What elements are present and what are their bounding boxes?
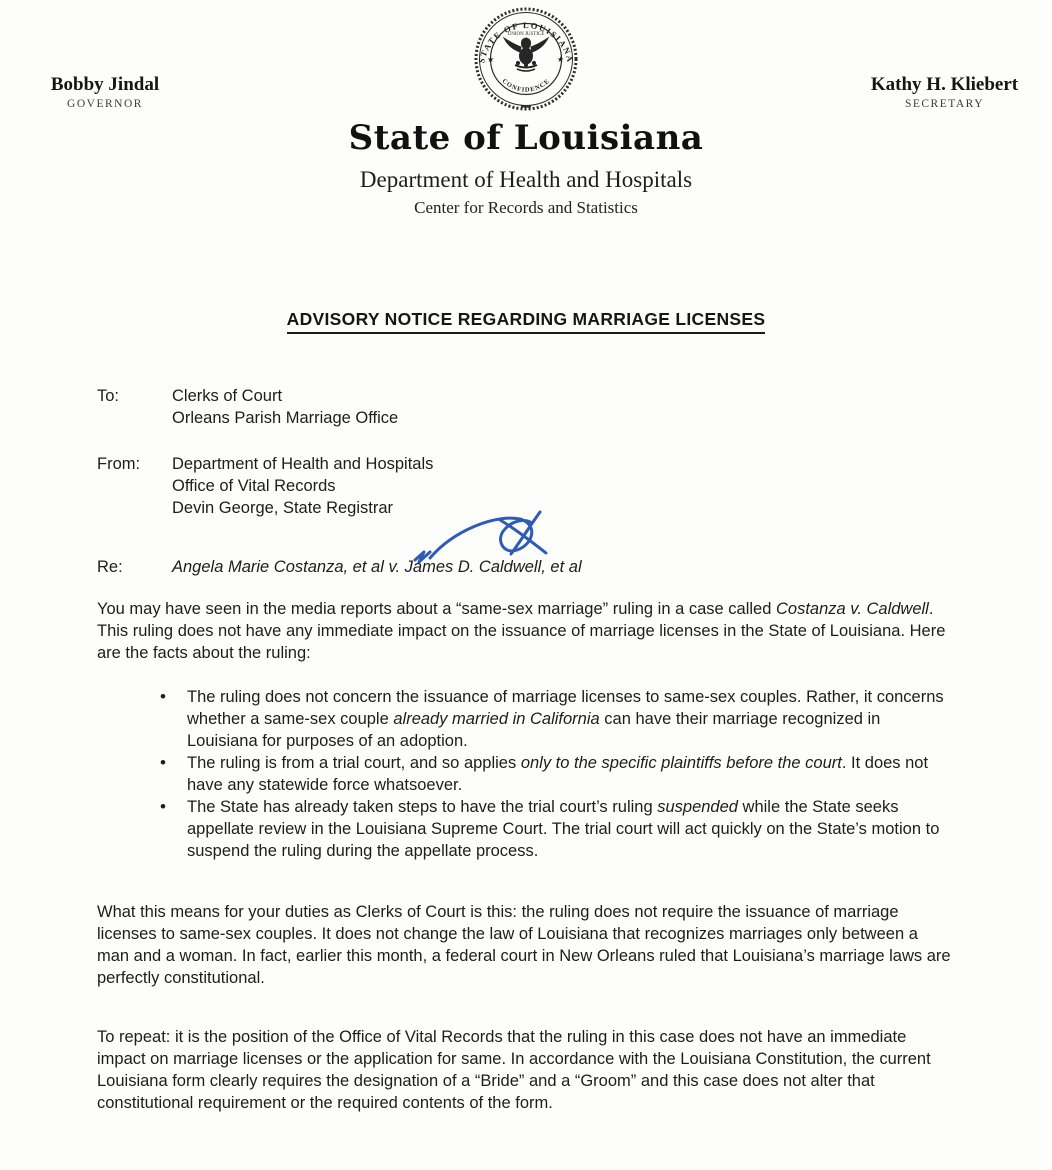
re-block xyxy=(97,556,953,578)
center-name: Center for Records and Statistics xyxy=(414,198,638,217)
seal-base-mark xyxy=(521,105,531,108)
svg-text:CONFIDENCE xyxy=(500,78,551,94)
masthead xyxy=(0,118,1052,218)
to-line: Clerks of Court xyxy=(172,387,283,405)
re-value: Angela Marie Costanza, et al v. James D. Caldwell, et al xyxy=(172,558,582,576)
from-label: From: xyxy=(97,455,141,473)
louisiana-state-seal-icon xyxy=(473,6,579,112)
seal-pelican-icon xyxy=(504,38,548,71)
secretary-name: Kathy H. Kliebert xyxy=(870,74,1019,95)
from-line: Office of Vital Records xyxy=(172,477,336,495)
seal-star-left: ★ xyxy=(487,55,495,64)
seal-motto-bottom: CONFIDENCE xyxy=(500,77,552,94)
governor-block xyxy=(40,74,170,110)
notice-title: ADVISORY NOTICE REGARDING MARRIAGE LICENSES xyxy=(287,309,766,334)
state-title: State of Louisiana xyxy=(348,118,704,158)
department-name: Department of Health and Hospitals xyxy=(359,167,693,192)
paragraph: You may have seen in the media reports about a “same-sex marriage” ruling in a case called Costanza v. Caldwell. This ruling does not have any immediate impact on the issuance of marriage licenses in the State of Louisiana. Here are the facts about the ruling: xyxy=(97,600,946,662)
doc-title-row xyxy=(0,309,1052,334)
bullet-list xyxy=(97,686,953,862)
secretary-block xyxy=(862,74,1027,110)
from-line: Department of Health and Hospitals xyxy=(172,455,434,473)
paragraph: To repeat: it is the position of the Office of Vital Records that the ruling in this case does not have an immediate impact on marriage licenses or the application for same. In accordance with the Louisiana Constitution, the current Louisiana form clearly requires the designation of a “Bride” and a “Groom” and this case does not alter that constitutional requirement or the required contents of the form. xyxy=(97,1028,931,1112)
seal-star-right: ★ xyxy=(557,55,565,64)
secretary-title: SECRETARY xyxy=(904,98,985,110)
paragraph: What this means for your duties as Clerks of Court is this: the ruling does not require the issuance of marriage licenses to same-sex couples. It does not change the law of Louisiana that recognizes marriages only between a man and a woman. In fact, earlier this month, a federal court in New Orleans ruled that Louisiana’s marriage laws are perfectly constitutional. xyxy=(97,903,951,987)
governor-name: Bobby Jindal xyxy=(50,74,160,95)
from-block xyxy=(97,453,953,519)
to-line: Orleans Parish Marriage Office xyxy=(172,409,399,427)
governor-title: GOVERNOR xyxy=(67,98,143,110)
letter-body xyxy=(97,385,953,1114)
bullet-item: • The State has already taken steps to have the trial court’s ruling suspended while the State seeks appellate review in the Louisiana Supreme Court. The trial court will act quickly on the State’s motion to suspend the ruling during the appellate process. xyxy=(187,796,953,862)
from-line: Devin George, State Registrar xyxy=(172,499,394,517)
re-label: Re: xyxy=(97,558,123,576)
to-content xyxy=(172,385,953,429)
bullet-item: • The ruling is from a trial court, and so applies only to the specific plaintiffs before the court. It does not have any statewide force whatsoever. xyxy=(187,752,953,796)
seal-motto-top: UNION JUSTICE xyxy=(507,32,545,37)
bullet-item: • The ruling does not concern the issuance of marriage licenses to same-sex couples. Rather, it concerns whether a same-sex couple already married in California can have their marriage recognized in Louisiana for purposes of an adoption. xyxy=(187,686,953,752)
to-label: To: xyxy=(97,387,120,405)
from-content xyxy=(172,453,953,519)
seal-ring-text: STATE OF LOUISIANA xyxy=(476,19,576,65)
to-block xyxy=(97,385,953,429)
